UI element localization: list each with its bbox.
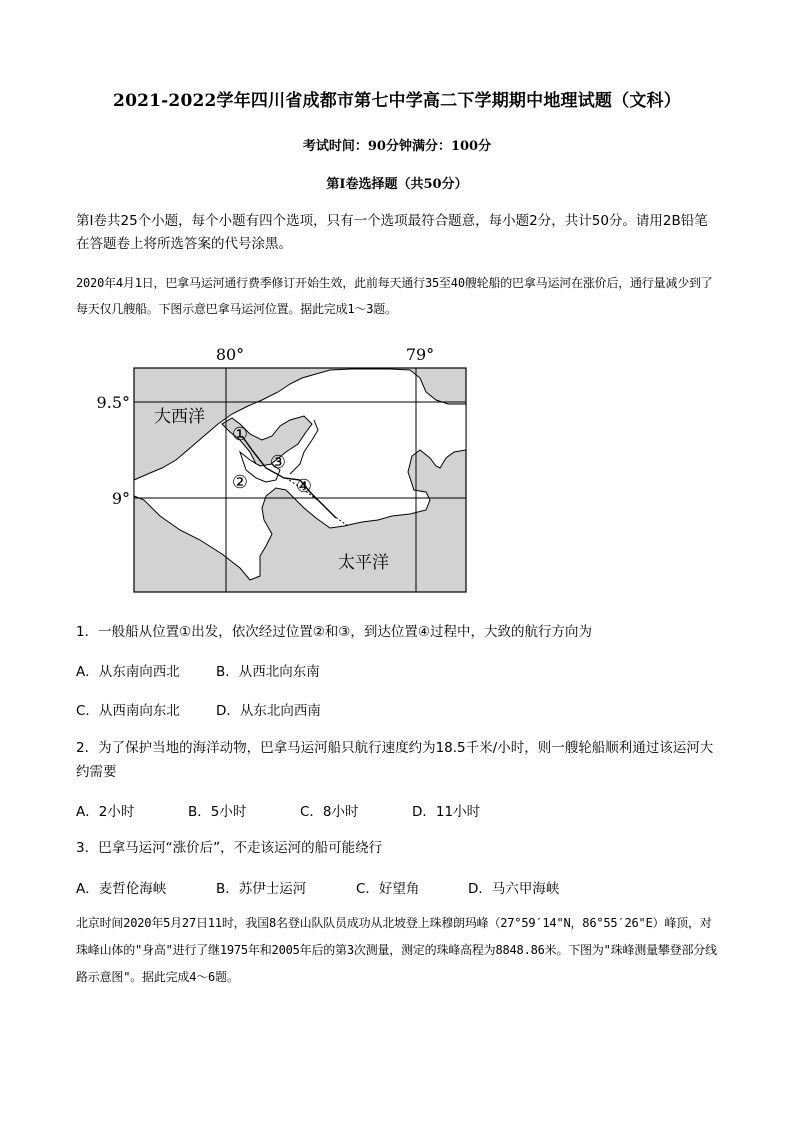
material-paragraph-panama: 2020年4月1日，巴拿马运河通行费季修订开始生效，此前每天通行35至40艘轮船的巴拿马运河在涨价后，通行量减少到了每天仅几艘船。下图示意巴拿马运河位置。据此完成1～3题。 — [76, 276, 713, 316]
q2-option-c: C．8小时 — [300, 804, 359, 820]
q3-option-c: C．好望角 — [356, 881, 420, 897]
question-1-options-row1 — [76, 660, 720, 680]
instructions-paragraph: 第Ⅰ卷共25个小题，每个小题有四个选项，只有一个选项最符合题意，每小题2分，共计50分。请用2B铅笔在答题卷上将所选答案的代号涂黑。 — [76, 213, 708, 252]
marker-3: ③ — [269, 452, 287, 473]
q1-option-d: D．从东北向西南 — [216, 703, 321, 719]
q3-option-b: B．苏伊士运河 — [216, 881, 307, 897]
label-atlantic: 大西洋 — [154, 407, 205, 427]
question-1-options-row2 — [76, 699, 720, 719]
question-3-options — [76, 877, 720, 897]
material-paragraph-everest: 北京时间2020年5月27日11时，我国8名登山队队员成功从北坡登上珠穆朗玛峰（27°59′14"N，86°55′26"E）峰顶，对珠峰山体的"身高"进行了继1975年和2005年后的第3次测量，测定的珠峰高程为8848.86米。下图为"珠峰测量攀登部分线路示意图"。据此完成4～6题。 — [76, 916, 717, 984]
label-lat-top: 9.5° — [96, 393, 130, 412]
q2-option-a: A．2小时 — [76, 804, 135, 820]
question-3-stem: 3．巴拿马运河“涨价后”，不走该运河的船可能绕行 — [76, 840, 383, 856]
label-lon-left: 80° — [215, 345, 245, 364]
question-2-options — [76, 800, 720, 820]
q3-option-d: D．马六甲海峡 — [468, 881, 560, 897]
q1-option-b: B．从西北向东南 — [216, 664, 320, 680]
label-lon-right: 79° — [405, 345, 435, 364]
exam-info: 考试时间：90分钟满分：100分 — [302, 139, 492, 154]
marker-2: ② — [231, 472, 249, 493]
marker-1: ① — [231, 424, 249, 445]
section-title: 第Ⅰ卷选择题（共50分） — [326, 177, 468, 192]
panama-canal-map — [90, 340, 470, 600]
q2-option-b: B．5小时 — [188, 804, 247, 820]
q2-option-d: D．11小时 — [412, 804, 481, 820]
q1-option-c: C．从西南向东北 — [76, 703, 180, 719]
label-lat-bottom: 9° — [111, 489, 130, 508]
question-1-stem: 1．一般船从位置①出发，依次经过位置②和③，到达位置④过程中，大致的航行方向为 — [76, 624, 592, 640]
question-2-stem: 2．为了保护当地的海洋动物，巴拿马运河船只航行速度约为18.5千米/小时，则一艘轮船顺利通过该运河大约需要 — [76, 740, 714, 780]
marker-4: ④ — [295, 476, 313, 497]
page-title: 2021-2022学年四川省成都市第七中学高二下学期期中地理试题（文科） — [113, 91, 681, 111]
q3-option-a: A．麦哲伦海峡 — [76, 881, 167, 897]
q1-option-a: A．从东南向西北 — [76, 664, 180, 680]
label-pacific: 太平洋 — [338, 553, 389, 573]
